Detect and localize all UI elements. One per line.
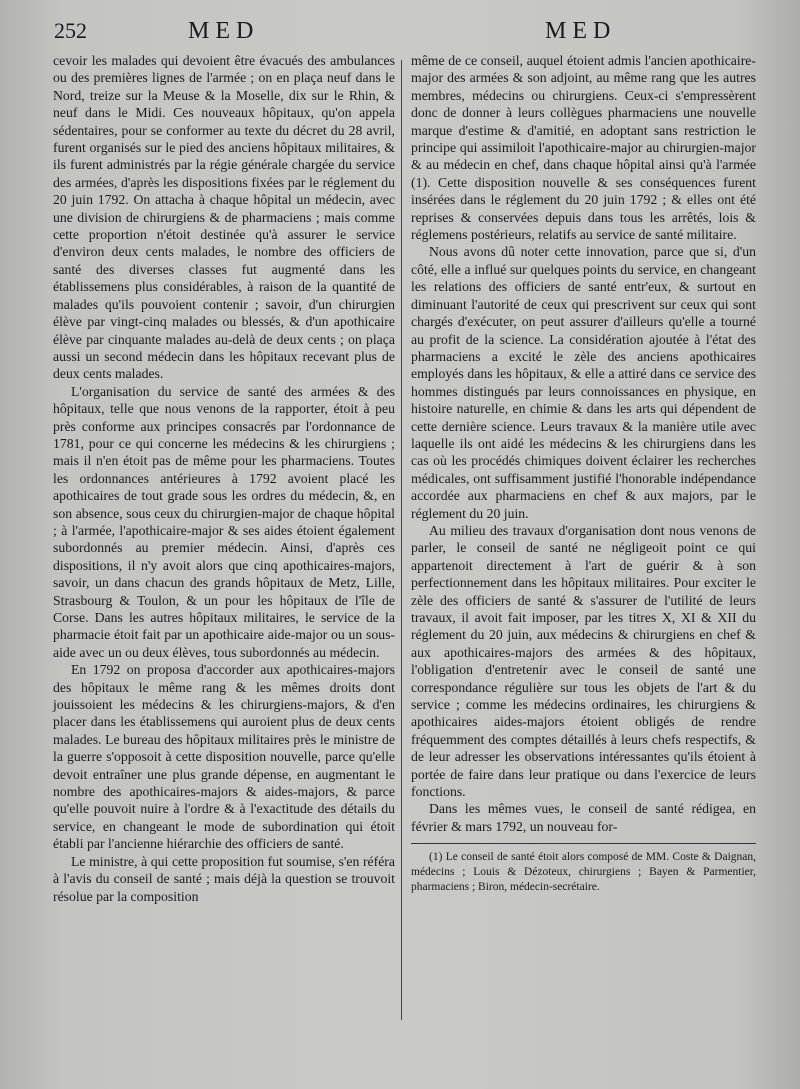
paragraph: L'organisation du service de santé des armées & des hôpitaux, telle que nous venons de la rapporter, étoit à peu près conforme aux principes consacrés par l'ordonnance de 1781, pour ce qui concerne les médecins & les chirurgiens ; mais il n'en étoit pas de même pour les pharmaciens. Toutes les ordonnances antérieures à 1792 avoient placé les apothicaires de tout grade sous les ordres du médecin, &, en son absence, sous ceux du chirurgien-major de chaque hôpital ; à l'armée, l'apothicaire-major & ses aides étoient également subordonnés au premier médecin. Ainsi, d'après ces dispositions, il n'y avoit alors que cinq apothicaires-majors, savoir, un dans chacun des grands hôpitaux de Metz, Lille, Strasbourg & Toulon, & un pour les hôpitaux de l'île de Corse. Dans les autres hôpitaux militaires, le service de la pharmacie étoit fait par un apothicaire aide-major ou un sous-aide avec un ou deux élèves, tous subordonnés au médecin. [53,383,395,660]
paragraph: cevoir les malades qui devoient être évacués des ambulances ou des premières lignes de l'armée ; on en plaça neuf dans le Nord, treize sur la Meuse & la Moselle, dix sur le Rhin, & neuf dans le Midi. Ces nouveaux hôpitaux, qu'on appela sédentaires, pour se conformer au texte du décret du 28 avril, furent organisés sur le pied des anciens hôpitaux militaires, & ils furent administrés par la régie générale chargée du service des armées, d'après les dispositions fixées par le réglement du 20 juin 1792. On attacha à chaque hôpital un médecin, avec une division de chirurgiens & de pharmaciens ; mais comme cette proportion n'étoit destinée qu'à assurer le service d'environ deux cents malades, le nombre des officiers de santé des diverses classes fut augmenté dans les établissemens plus considérables, à raison de la quantité de malades qu'ils pouvoient contenir ; savoir, d'un chirurgien élève par vingt-cinq malades ou blessés, & d'un apothicaire élève par cinquante malades au-delà de deux cents ; on plaça aussi un second médecin dans les hôpitaux recevant plus de deux cents malades. [53,53,395,382]
column-divider [401,60,402,1020]
left-column [53,52,395,905]
paragraph: Le ministre, à qui cette proposition fut soumise, s'en référa à l'avis du conseil de santé ; mais déjà la question se trouvoit résolue par la composition [53,853,395,904]
paragraph: Nous avons dû noter cette innovation, parce que si, d'un côté, elle a influé sur quelques points du service, en changeant les relations des officiers de santé entr'eux, & surtout en diminuant l'autorité de ceux qui prescrivent sur ceux qui sont chargés d'exécuter, on peut assurer d'ailleurs qu'elle a tourné au profit de la science. La considération ajoutée à l'état des pharmaciens a excité le zèle des anciens apothicaires employés dans les hôpitaux, & elle a attiré dans ce service des hommes distingués par leurs connoissances en physique, en histoire naturelle, en chimie & dans les arts qui dépendent de cette dernière science. Leurs travaux & la manière utile avec laquelle ils ont aidé les médecins & les chirurgiens dans les cas où les procédés chimiques doivent éclairer les recherches médicales, ont suffisamment justifié l'honorable indépendance accordée aux pharmaciens en chef & aux majors, par le réglement du 20 juin. [411,244,756,521]
paragraph: même de ce conseil, auquel étoient admis l'ancien apothicaire-major des armées & son adjoint, au même rang que les autres membres, médecins ou chirurgiens. Ceux-ci s'empressèrent donc de donner à leurs collègues pharmaciens une nouvelle marque d'estime & d'amitié, en adoptant sans restriction le principe qui assimiloit l'apothicaire-major au chirurgien-major & au médecin en chef, dans chaque hôpital ainsi qu'à l'armée (1). Cette disposition nouvelle & ses conséquences furent insérées dans le réglement du 20 juin 1792 ; & elles ont été reprises & conservées depuis dans tous les arrêtés, lois & réglemens postérieurs, relatifs au service de santé militaire. [411,53,756,243]
paragraph: En 1792 on proposa d'accorder aux apothicaires-majors des hôpitaux le même rang & les mêmes droits dont jouissoient les médecins & les chirurgiens-majors, & d'en placer dans les établissemens qui auroient plus de deux cents malades. Le bureau des hôpitaux militaires près le ministre de la guerre s'opposoit à cette disposition nouvelle, parce qu'elle devoit entraîner une plus grande dépense, en augmentant le nombre des apothicaires-majors & aides-majors, & parce qu'elle pouvoit nuire à l'ordre & à l'exactitude des détails du service, en changeant le mode de subordination qui étoit établi par l'ancienne hiérarchie des officiers de santé. [53,662,395,852]
running-head-left: MED [188,18,260,44]
footnote: (1) Le conseil de santé étoit alors composé de MM. Coste & Daignan, médecins ; Louis & Dézoteux, chirurgiens ; Bayen & Parmentier, pharmaciens ; Biron, médecin-secrétaire. [411,851,756,894]
footnote-divider [411,843,756,844]
paragraph: Dans les mêmes vues, le conseil de santé rédigea, en février & mars 1792, un nouveau for- [411,801,756,834]
page-number: 252 [54,18,87,43]
running-head-right: MED [545,18,617,44]
paragraph: Au milieu des travaux d'organisation dont nous venons de parler, le conseil de santé ne négligeoit point ce qui appartenoit directement à l'art de guérir & à son perfectionnement dans les hôpitaux militaires. Pour exciter le zèle des officiers de santé & s'assurer de l'utilité de leurs travaux, il avoit fait imposer, par les titres X, XI & XII du réglement du 20 juin, aux médecins & chirurgiens en chef & aux apothicaires-majors des armées & des hôpitaux, l'obligation d'entretenir avec le conseil de santé une correspondance régulière sur tous les objets de l'art & du service ; comme les médecins ordinaires, les chirurgiens & apothicaires aides-majors étoient obligés de rendre fréquemment des comptes détaillés à leurs chefs respectifs, & de leur adresser les observations intéressantes qu'ils étoient à portée de faire dans leur pratique ou dans l'exercice de leurs fonctions. [411,522,756,800]
right-column [411,52,756,895]
